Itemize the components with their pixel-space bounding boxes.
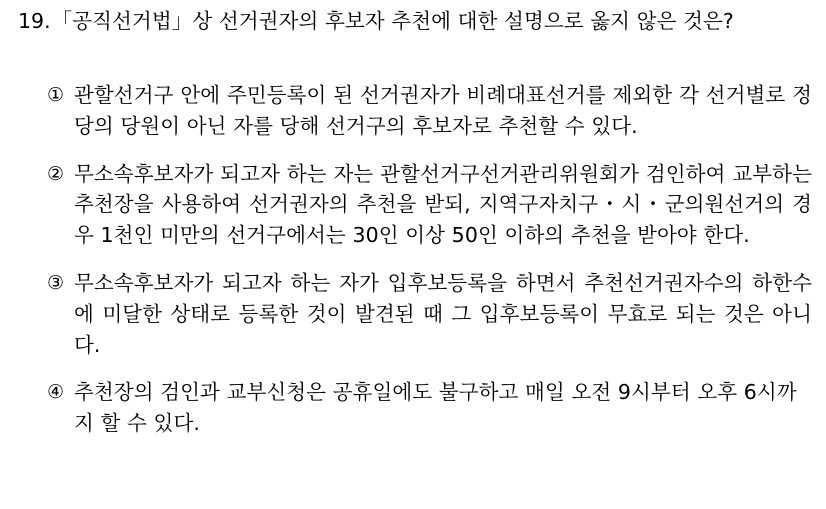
choice-option-2[interactable] bbox=[47, 159, 812, 251]
choice-option-3[interactable] bbox=[47, 268, 812, 360]
question-stem: 「공직선거법」상 선거권자의 후보자 추천에 대한 설명으로 옳지 않은 것은? bbox=[51, 9, 734, 33]
choice-text-4: 추천장의 검인과 교부신청은 공휴일에도 불구하고 매일 오전 9시부터 오후 6시까지 할 수 있다. bbox=[74, 380, 797, 436]
choice-list bbox=[47, 80, 812, 456]
choice-marker-4: ④ bbox=[47, 381, 65, 404]
choice-option-1[interactable] bbox=[47, 80, 812, 142]
choice-text-3: 무소속후보자가 되고자 하는 자가 입후보등록을 하면서 추천선거권자수의 하한수에 미달한 상태로 등록한 것이 발견된 때 그 입후보등록이 무효로 되는 것은 아니다. bbox=[74, 270, 812, 357]
question-number: 19. bbox=[18, 9, 51, 33]
question-heading bbox=[18, 6, 812, 37]
choice-marker-1: ① bbox=[47, 84, 65, 106]
question-block bbox=[18, 6, 812, 37]
choice-text-1: 관할선거구 안에 주민등록이 된 선거권자가 비례대표선거를 제외한 각 선거별로 정당의 당원이 아닌 자를 당해 선거구의 후보자로 추천할 수 있다. bbox=[74, 83, 812, 138]
choice-option-4[interactable] bbox=[47, 377, 812, 439]
choice-marker-2: ② bbox=[47, 162, 65, 185]
choice-marker-3: ③ bbox=[47, 271, 65, 294]
choice-text-2: 무소속후보자가 되고자 하는 자는 관할선거구선거관리위원회가 검인하여 교부하는 추천장을 사용하여 선거권자의 추천을 받되, 지역구자치구・시・군의원선거의 경우 1천인 미만의 선거구에서는 30인 이상 50인 이하의 추천을 받아야 한다. bbox=[74, 161, 812, 248]
